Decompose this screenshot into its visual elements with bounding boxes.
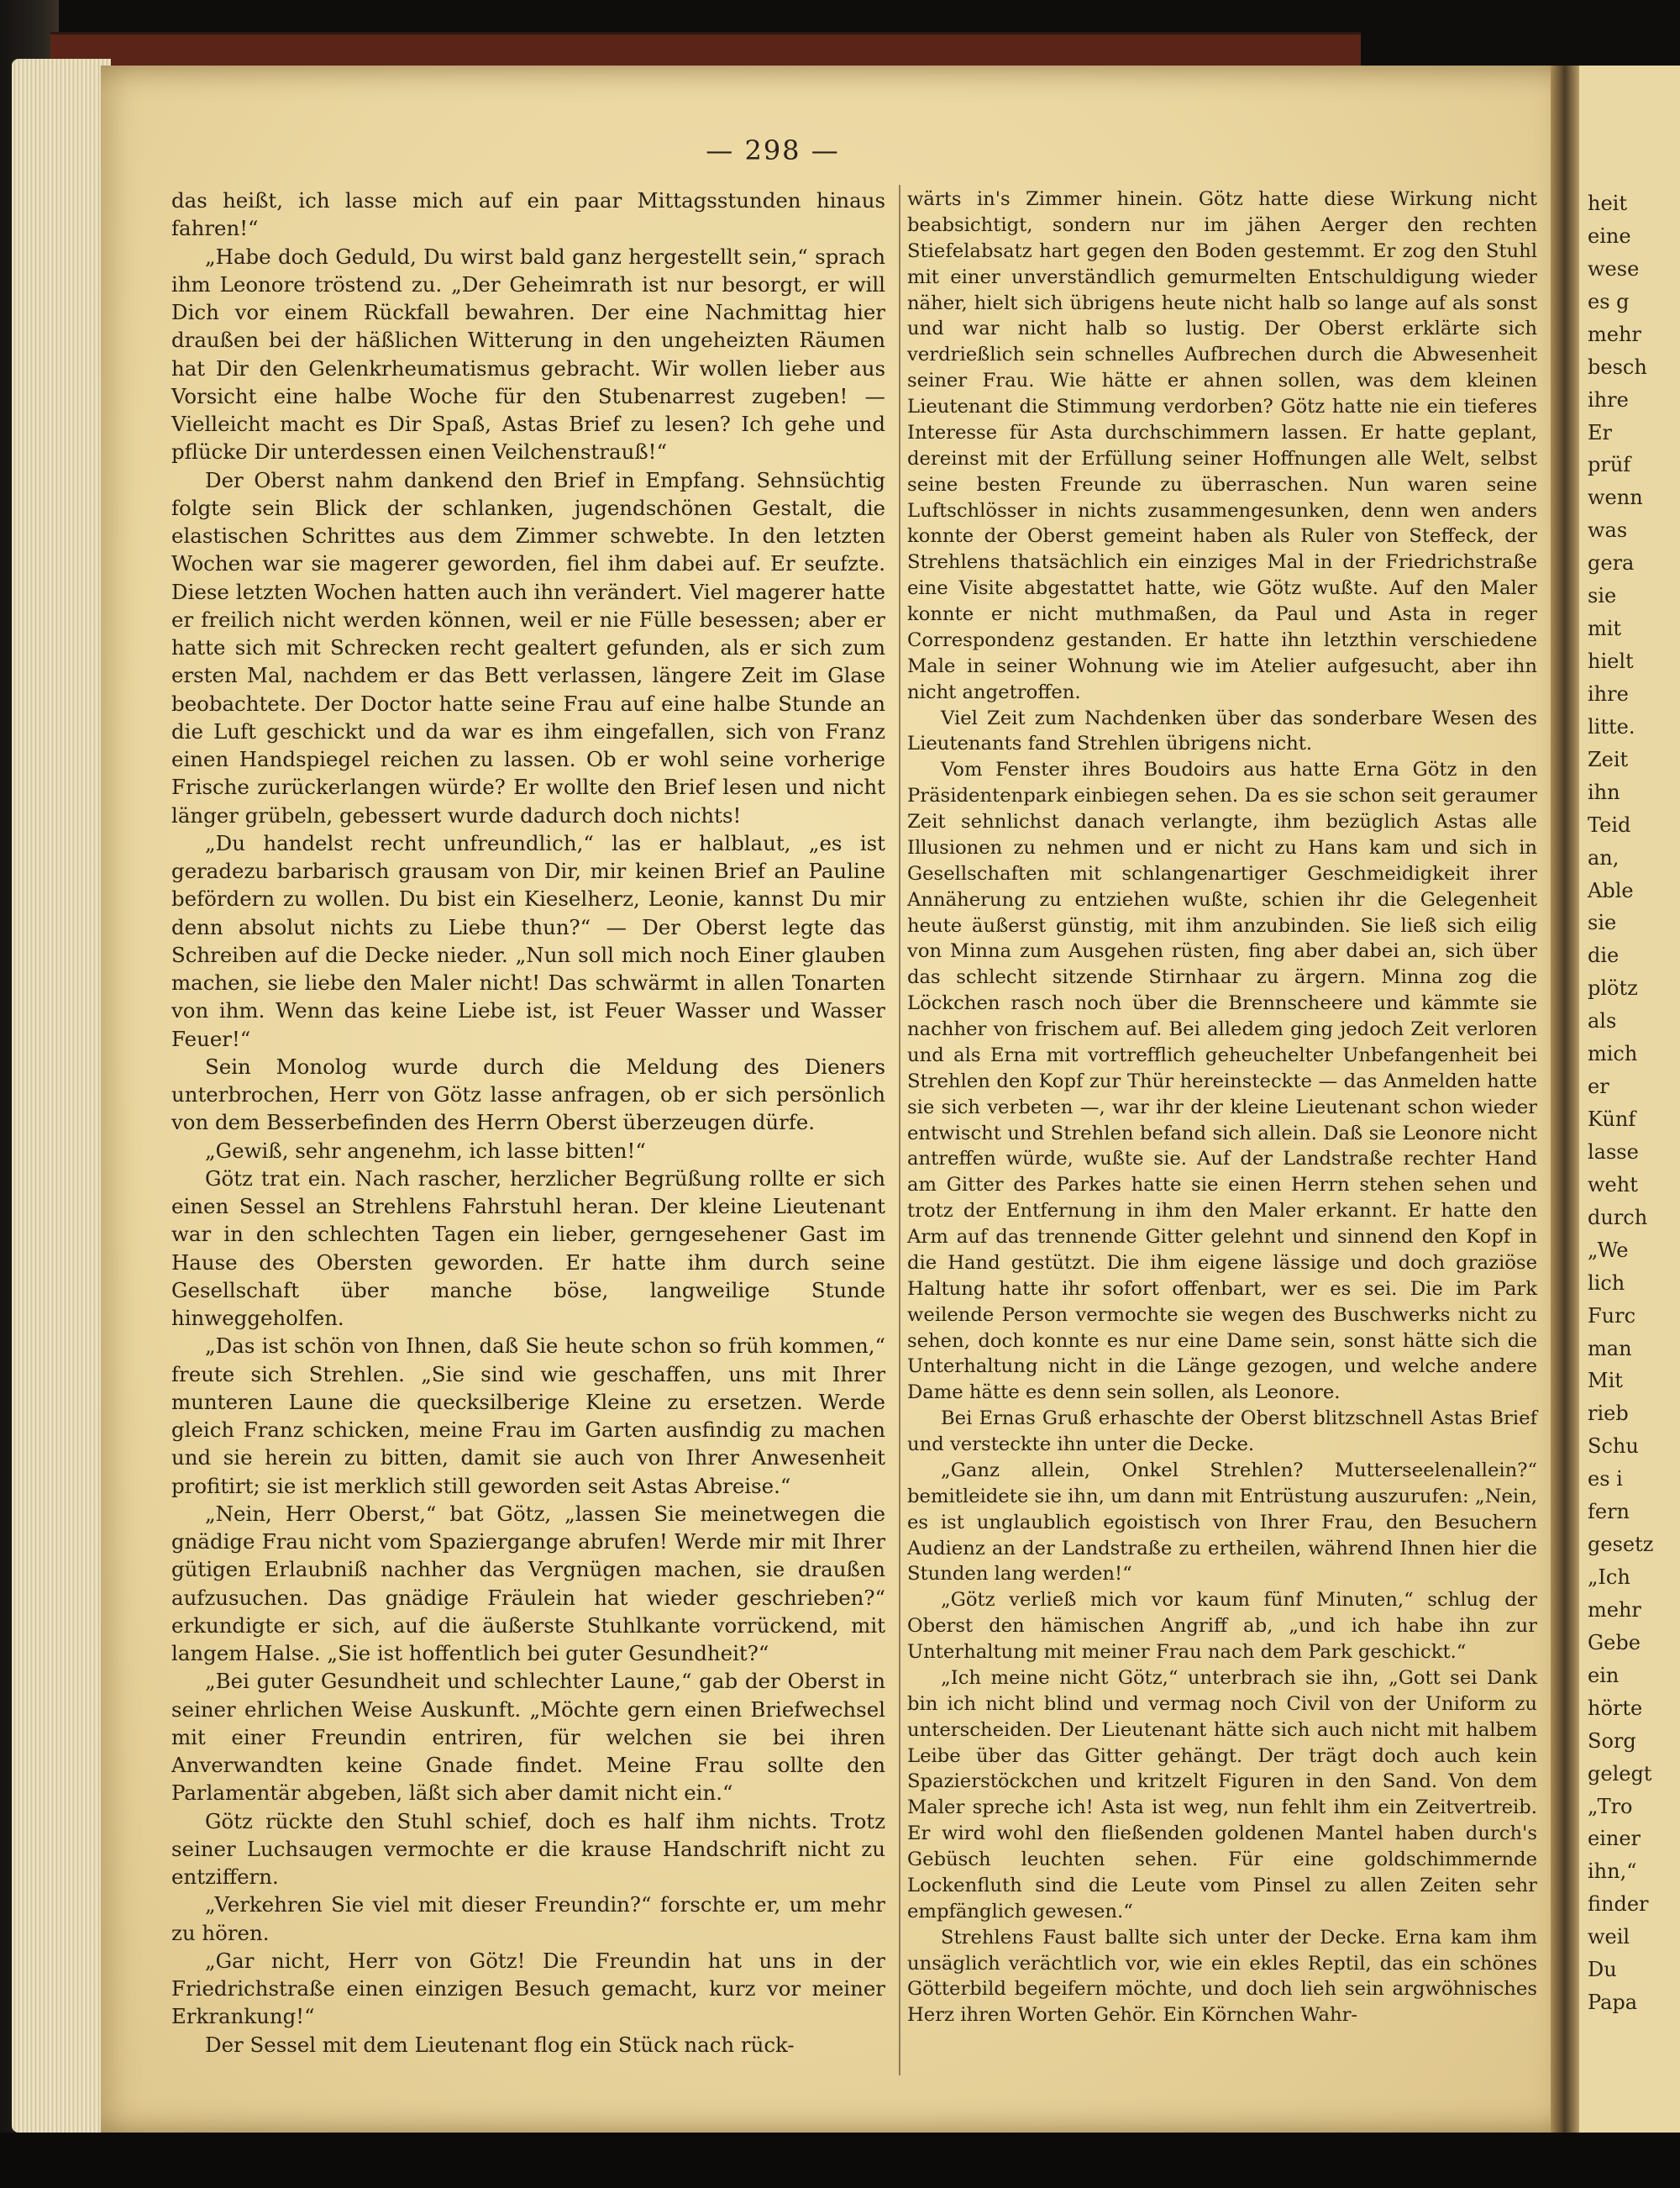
paragraph: das heißt, ich lasse mich auf ein paar Mittagsstunden hinaus fahren!“: [171, 188, 885, 241]
paragraph: „Das ist schön von Ihnen, daß Sie heute schon so früh kommen,“ freute sich Strehlen. „Sie sind wie geschaffen, uns mit Ihrer munteren Laune die quecksilberige Kleine zu ersetzen. Werde gleich Franz schicken, meine Frau im Garten ausfindig zu machen und sie herein zu bitten, damit sie auch von Ihrer Anwesenheit profitirt; sie ist merklich still geworden seit Astas Abreise.“: [171, 1333, 885, 1498]
adjacent-page-fragment: weil: [1588, 1925, 1630, 1949]
adjacent-page-fragment: eine: [1588, 224, 1631, 248]
adjacent-page-fragment: wenn: [1588, 486, 1643, 510]
page-edges: [12, 59, 111, 2133]
adjacent-page-fragment: fern: [1588, 1500, 1630, 1524]
adjacent-page-fragment: Sorg: [1588, 1728, 1636, 1753]
paragraph: Götz rückte den Stuhl schief, doch es half ihm nichts. Trotz seiner Luchsaugen vermochte er die krause Handschrift nicht zu entziffern.: [171, 1808, 885, 1889]
adjacent-page-fragment: Er: [1588, 420, 1612, 444]
adjacent-page-fragment: mehr: [1588, 1597, 1641, 1622]
adjacent-page-fragment: hielt: [1588, 650, 1634, 673]
paragraph: „Habe doch Geduld, Du wirst bald ganz hergestellt sein,“ sprach ihm Leonore tröstend zu. „Der Geheimrath ist nur besorgt, er will Dich vor einem Rückfall bewahren. Der eine Nachmittag hier draußen bei der häßlichen Witterung in den ungeheizten Räumen hat Dir den Gelenkrheumatismus gebracht. Wir wollen lieber aus Vorsicht eine halbe Woche für den Stubenarrest zugeben! — Vielleicht macht es Dir Spaß, Astas Brief zu lesen? Ich gehe und pflücke Dir unterdessen einen Veilchenstrauß!“: [171, 244, 885, 465]
adjacent-page-fragment: er: [1588, 1075, 1609, 1099]
adjacent-page-fragment: prüf: [1588, 453, 1631, 477]
paragraph: „Gewiß, sehr angenehm, ich lasse bitten!“: [205, 1138, 646, 1163]
adjacent-page-fragment: lich: [1588, 1270, 1625, 1295]
paragraph: wärts in's Zimmer hinein. Götz hatte diese Wirkung nicht beabsichtigt, sondern nur im jähen Aerger den rechten Stiefelabsatz hart gegen den Boden gestemmt. Er zog den Stuhl mit einer unverständlich gemurmelten Entschuldigung wieder näher, hielt sich übrigens heute nicht halb so lange auf als sonst und war nicht halb so lustig. Der Oberst erklärte sich verdrießlich sein schnelles Aufbrechen durch die Abwesenheit seiner Frau. Wie hätte er ahnen sollen, was dem kleinen Lieutenant die Stimmung verdorben? Götz hatte nie ein tieferes Interesse für Asta durchschimmern lassen. Er hatte geplant, dereinst mit der Erfüllung seiner Hoffnungen alle Welt, selbst seine besten Freunde zu überraschen. Nun waren seine Luftschlösser in nichts zusammengesunken, denn wen anders konnte der Oberst gemeint haben als Ruler von Steffeck, der Strehlens thatsächlich ein einziges Mal in der Friedrichstraße eine Visite abgestattet hatte, wie Götz wußte. Auf den Maler konnte er nicht muthmaßen, da Paul und Asta in reger Correspondenz gestanden. Er hatte ihn letzthin verschiedene Male in seiner Wohnung wie im Atelier aufgesucht, aber ihn nicht angetroffen.: [907, 188, 1537, 703]
adjacent-page: [1579, 66, 1680, 2134]
adjacent-page-fragment: weht: [1588, 1172, 1638, 1197]
text-column-left: [171, 187, 885, 2059]
adjacent-page-fragment: Mit: [1588, 1369, 1623, 1393]
adjacent-page-fragment: finder: [1588, 1892, 1649, 1917]
adjacent-page-fragment: mit: [1588, 617, 1622, 641]
adjacent-page-fragment: „Ich: [1588, 1565, 1630, 1589]
paragraph: „Du handelst recht unfreundlich,“ las er halblaut, „es ist geradezu barbarisch grausam von Dir, mir keinen Brief an Pauline befördern zu wollen. Du bist ein Kieselherz, Leonie, kannst Du mir denn absolut nichts zu Liebe thun?“ — Der Oberst legte das Schreiben auf die Decke nieder. „Nun soll mich noch Einer glauben machen, sie liebe den Maler nicht! Das schwärmt in allen Tonarten von ihm. Wenn das keine Liebe ist, ist Feuer Wasser und Wasser Feuer!“: [171, 830, 885, 1051]
paragraph: „Götz verließ mich vor kaum fünf Minuten,“ schlug der Oberst den hämischen Angriff ab, „und ich habe ihn zur Unterhaltung mit meiner Frau nach dem Park geschickt.“: [907, 1589, 1537, 1663]
adjacent-page-fragment: lasse: [1588, 1139, 1639, 1164]
adjacent-page-fragment: Schu: [1588, 1434, 1639, 1459]
adjacent-page-fragment: durch: [1588, 1205, 1648, 1229]
adjacent-page-fragment: Able: [1588, 878, 1634, 902]
adjacent-page-fragment: es i: [1588, 1467, 1623, 1491]
paragraph: Götz trat ein. Nach rascher, herzlicher Begrüßung rollte er sich einen Sessel an Strehlens Fahrstuhl heran. Der kleine Lieutenant war in den schlechten Tagen ein lieber, gerngesehener Gast im Hause des Obersten geworden. Er hatte ihm durch seine Gesellschaft über manche böse, langweilige Stunde hinweggeholfen.: [171, 1165, 885, 1330]
adjacent-page-fragment: Du: [1588, 1958, 1617, 1982]
adjacent-page-fragment: Gebe: [1588, 1630, 1641, 1654]
paragraph: Der Oberst nahm dankend den Brief in Empfang. Sehnsüchtig folgte sein Blick der schlanken, jugendschönen Gestalt, die elastischen Schrittes aus dem Zimmer schwebte. In den letzten Wochen war sie magerer geworden, fiel ihm dabei auf. Er seufzte. Diese letzten Wochen hatten auch ihn verändert. Viel magerer hatte er freilich nicht werden können, weil er nie Fülle besessen; aber er hatte sich mit Schrecken recht gealtert gefunden, als er sich zum ersten Mal, nachdem er das Bett verlassen, längere Zeit im Glase beobachtete. Der Doctor hatte seine Frau auf eine halbe Stunde an die Luft geschickt und da war es ihm eingefallen, sich von Franz einen Handspiegel reichen zu lassen. Ob er wohl seine vorherige Frische zurückerlangen würde? Er wollte den Brief lesen und nicht länger grübeln, gebessert wurde dadurch doch nichts!: [171, 467, 885, 828]
adjacent-page-fragment: sie: [1588, 584, 1617, 608]
paragraph: Viel Zeit zum Nachdenken über das sonderbare Wesen des Lieutenants fand Strehlen übrigens nicht.: [907, 707, 1537, 755]
paragraph: „Gar nicht, Herr von Götz! Die Freundin hat uns in der Friedrichstraße einen einzigen Besuch gemacht, kurz vor meiner Erkrankung!“: [171, 1948, 885, 2029]
adjacent-page-fragment: rieb: [1588, 1402, 1629, 1426]
column-divider: [899, 185, 900, 2075]
page-number: — 298 —: [706, 134, 840, 166]
adjacent-page-fragment: einer: [1588, 1827, 1641, 1851]
adjacent-page-fragment: „We: [1588, 1238, 1629, 1262]
adjacent-page-fragment: Furc: [1588, 1303, 1636, 1328]
paragraph: Bei Ernas Gruß erhaschte der Oberst blitzschnell Astas Brief und versteckte ihn unter die Decke.: [907, 1407, 1537, 1455]
adjacent-page-fragment: „Tro: [1588, 1794, 1633, 1818]
paragraph: Der Sessel mit dem Lieutenant flog ein Stück nach rück-: [205, 2032, 795, 2057]
adjacent-page-fragment: man: [1588, 1336, 1632, 1360]
adjacent-page-fragment: die: [1588, 944, 1620, 968]
adjacent-page-fragment: an,: [1588, 845, 1620, 870]
paragraph: „Ich meine nicht Götz,“ unterbrach sie ihn, „Gott sei Dank bin ich nicht blind und vermag noch Civil von der Uniform zu unterscheiden. Der Lieutenant hätte sich auch nicht mit halbem Leibe über das Gitter gehängt. Der trägt doch auch kein Spazierstöckchen und kritzelt Figuren in den Sand. Von dem Maler spreche ich! Asta ist weg, nun fehlt ihm ein Zeitvertreib. Er wird wohl den fließenden goldenen Mantel haben durch's Gebüsch leuchten sehen. Für eine goldschimmernde Lockenfluth sind die Leute vom Pinsel zu allen Zeiten sehr empfänglich gewesen.“: [907, 1666, 1537, 1922]
adjacent-page-fragment: es g: [1588, 289, 1630, 313]
adjacent-page-fragment: sie: [1588, 911, 1617, 935]
adjacent-page-fragment: hörte: [1588, 1696, 1643, 1720]
paragraph: Strehlens Faust ballte sich unter der Decke. Erna kam ihm unsäglich verächtlich vor, wie ein ekles Reptil, das ein schönes Götterbild begeifern möchte, und doch lieh sein argwöhnisches Herz ihren Worten Gehör. Ein Körnchen Wahr-: [907, 1926, 1537, 2027]
adjacent-page-fragment: mich: [1588, 1042, 1638, 1066]
adjacent-page-fragment: ihn: [1588, 780, 1620, 804]
adjacent-page-fragment: was: [1588, 518, 1628, 543]
adjacent-page-fragment: Zeit: [1588, 747, 1629, 771]
adjacent-page-fragment: ihre: [1588, 387, 1629, 412]
adjacent-page-fragment: gesetz: [1588, 1533, 1654, 1557]
adjacent-page-fragment: gelegt: [1588, 1761, 1652, 1786]
background-shadow: [0, 2133, 1680, 2188]
book-cover-edge: [50, 32, 1361, 68]
paragraph: „Verkehren Sie viel mit dieser Freundin?“ forschte er, um mehr zu hören.: [171, 1892, 885, 1945]
adjacent-page-fragment: gera: [1588, 551, 1635, 576]
adjacent-page-fragment: wese: [1588, 256, 1640, 281]
adjacent-page-fragment: ihre: [1588, 681, 1629, 706]
adjacent-page-fragment: Künf: [1588, 1107, 1636, 1131]
paragraph: Vom Fenster ihres Boudoirs aus hatte Erna Götz in den Präsidentenpark einbiegen sehen. Da es sie schon seit geraumer Zeit sehnlichst danach verlangte, ihm bezüglich Astas alle Illusionen zu nehmen und er nicht zu Hans kam und sich in Gesellschaften mit schlangenartiger Geschmeidigkeit ihrer Annäherung zu entziehen wußte, schien ihr die Gelegenheit heute äußerst günstig, mit ihm anzubinden. Sie ließ sich eilig von Minna zum Ausgehen rüsten, fing aber dabei an, sich über das schlecht sitzende Stirnhaar zu ärgern. Minna zog die Löckchen rasch noch über die Brennscheere und kämmte sie nachher von frischem auf. Bei alledem ging jedoch Zeit verloren und als Erna mit vortrefflich geheuchelter Unbefangenheit bei Strehlen den Kopf zur Thür hereinsteckte — das Anmelden hatte sie sich verbeten —, war ihr der kleine Lieutenant schon wieder entwischt und Strehlen befand sich allein. Daß sie Leonore nicht antreffen würde, wußte sie. Auf der Landstraße rechter Hand am Gitter des Parkes hatte sie einen Herrn stehen sehen und trotz der Entfernung in ihm den Maler erkannt. Er hatte den Arm auf das trennende Gitter gelehnt und sinnend den Kopf in die Hand gestützt. Die ihm eigene lässige und doch graziöse Haltung hatte ihr sofort offenbart, wer es sei. Die im Park weilende Person vermochte sie wegen des Buschwerks nicht zu sehen, doch konnte es nur eine Dame sein, sonst hätte sich die Unterhaltung nicht in die Länge gezogen, und welche andere Dame hätte es denn sein sollen, als Leonore.: [907, 759, 1537, 1404]
adjacent-page-fragment: besch: [1588, 355, 1647, 379]
adjacent-page-fragment: ein: [1588, 1663, 1620, 1687]
paragraph: Sein Monolog wurde durch die Meldung des Dieners unterbrochen, Herr von Götz lasse anfragen, ob er sich persönlich von dem Besserbefinden des Herrn Oberst überzeugen dürfe.: [171, 1054, 885, 1135]
adjacent-page-fragment: Papa: [1588, 1991, 1638, 2015]
paragraph: „Bei guter Gesundheit und schlechter Laune,“ gab der Oberst in seiner ehrlichen Weise Auskunft. „Möchte gern einen Briefwechsel mit einer Freundin entriren, für welchen sie bei ihren Anverwandten keine Gnade findet. Meine Frau sollte den Parlamentär abgeben, läßt sich aber damit nicht ein.“: [171, 1669, 885, 1806]
adjacent-page-fragment: ihn,“: [1588, 1859, 1637, 1884]
adjacent-page-fragment: plötz: [1588, 976, 1638, 1001]
adjacent-page-fragment: mehr: [1588, 322, 1641, 346]
adjacent-page-fragment: als: [1588, 1009, 1617, 1034]
text-column-right: [907, 187, 1537, 2028]
paragraph: „Ganz allein, Onkel Strehlen? Mutterseelenallein?“ bemitleidete sie ihn, um dann mit Entrüstung auszurufen: „Nein, es ist unglaublich egoistisch von Ihrer Frau, den Besuchern Audienz an der Landstraße zu ertheilen, während Ihnen hier die Stunden lang werden!“: [907, 1459, 1537, 1586]
adjacent-page-fragment: litte.: [1588, 714, 1635, 739]
paragraph: „Nein, Herr Oberst,“ bat Götz, „lassen Sie meinetwegen die gnädige Frau nicht vom Spaziergange abrufen! Werde mir mit Ihrer gütigen Erlaubniß nachher das Vergnügen machen, sie draußen aufzusuchen. Das gnädige Fräulein hat wieder geschrieben?“ erkundigte er sich, auf die äußerste Stuhlkante vorrückend, mit langem Halse. „Sie ist hoffentlich bei guter Gesundheit?“: [171, 1501, 885, 1665]
adjacent-page-fragment: heit: [1588, 192, 1627, 215]
book-gutter: [1551, 66, 1579, 2134]
adjacent-page-fragment: Teid: [1588, 813, 1631, 837]
